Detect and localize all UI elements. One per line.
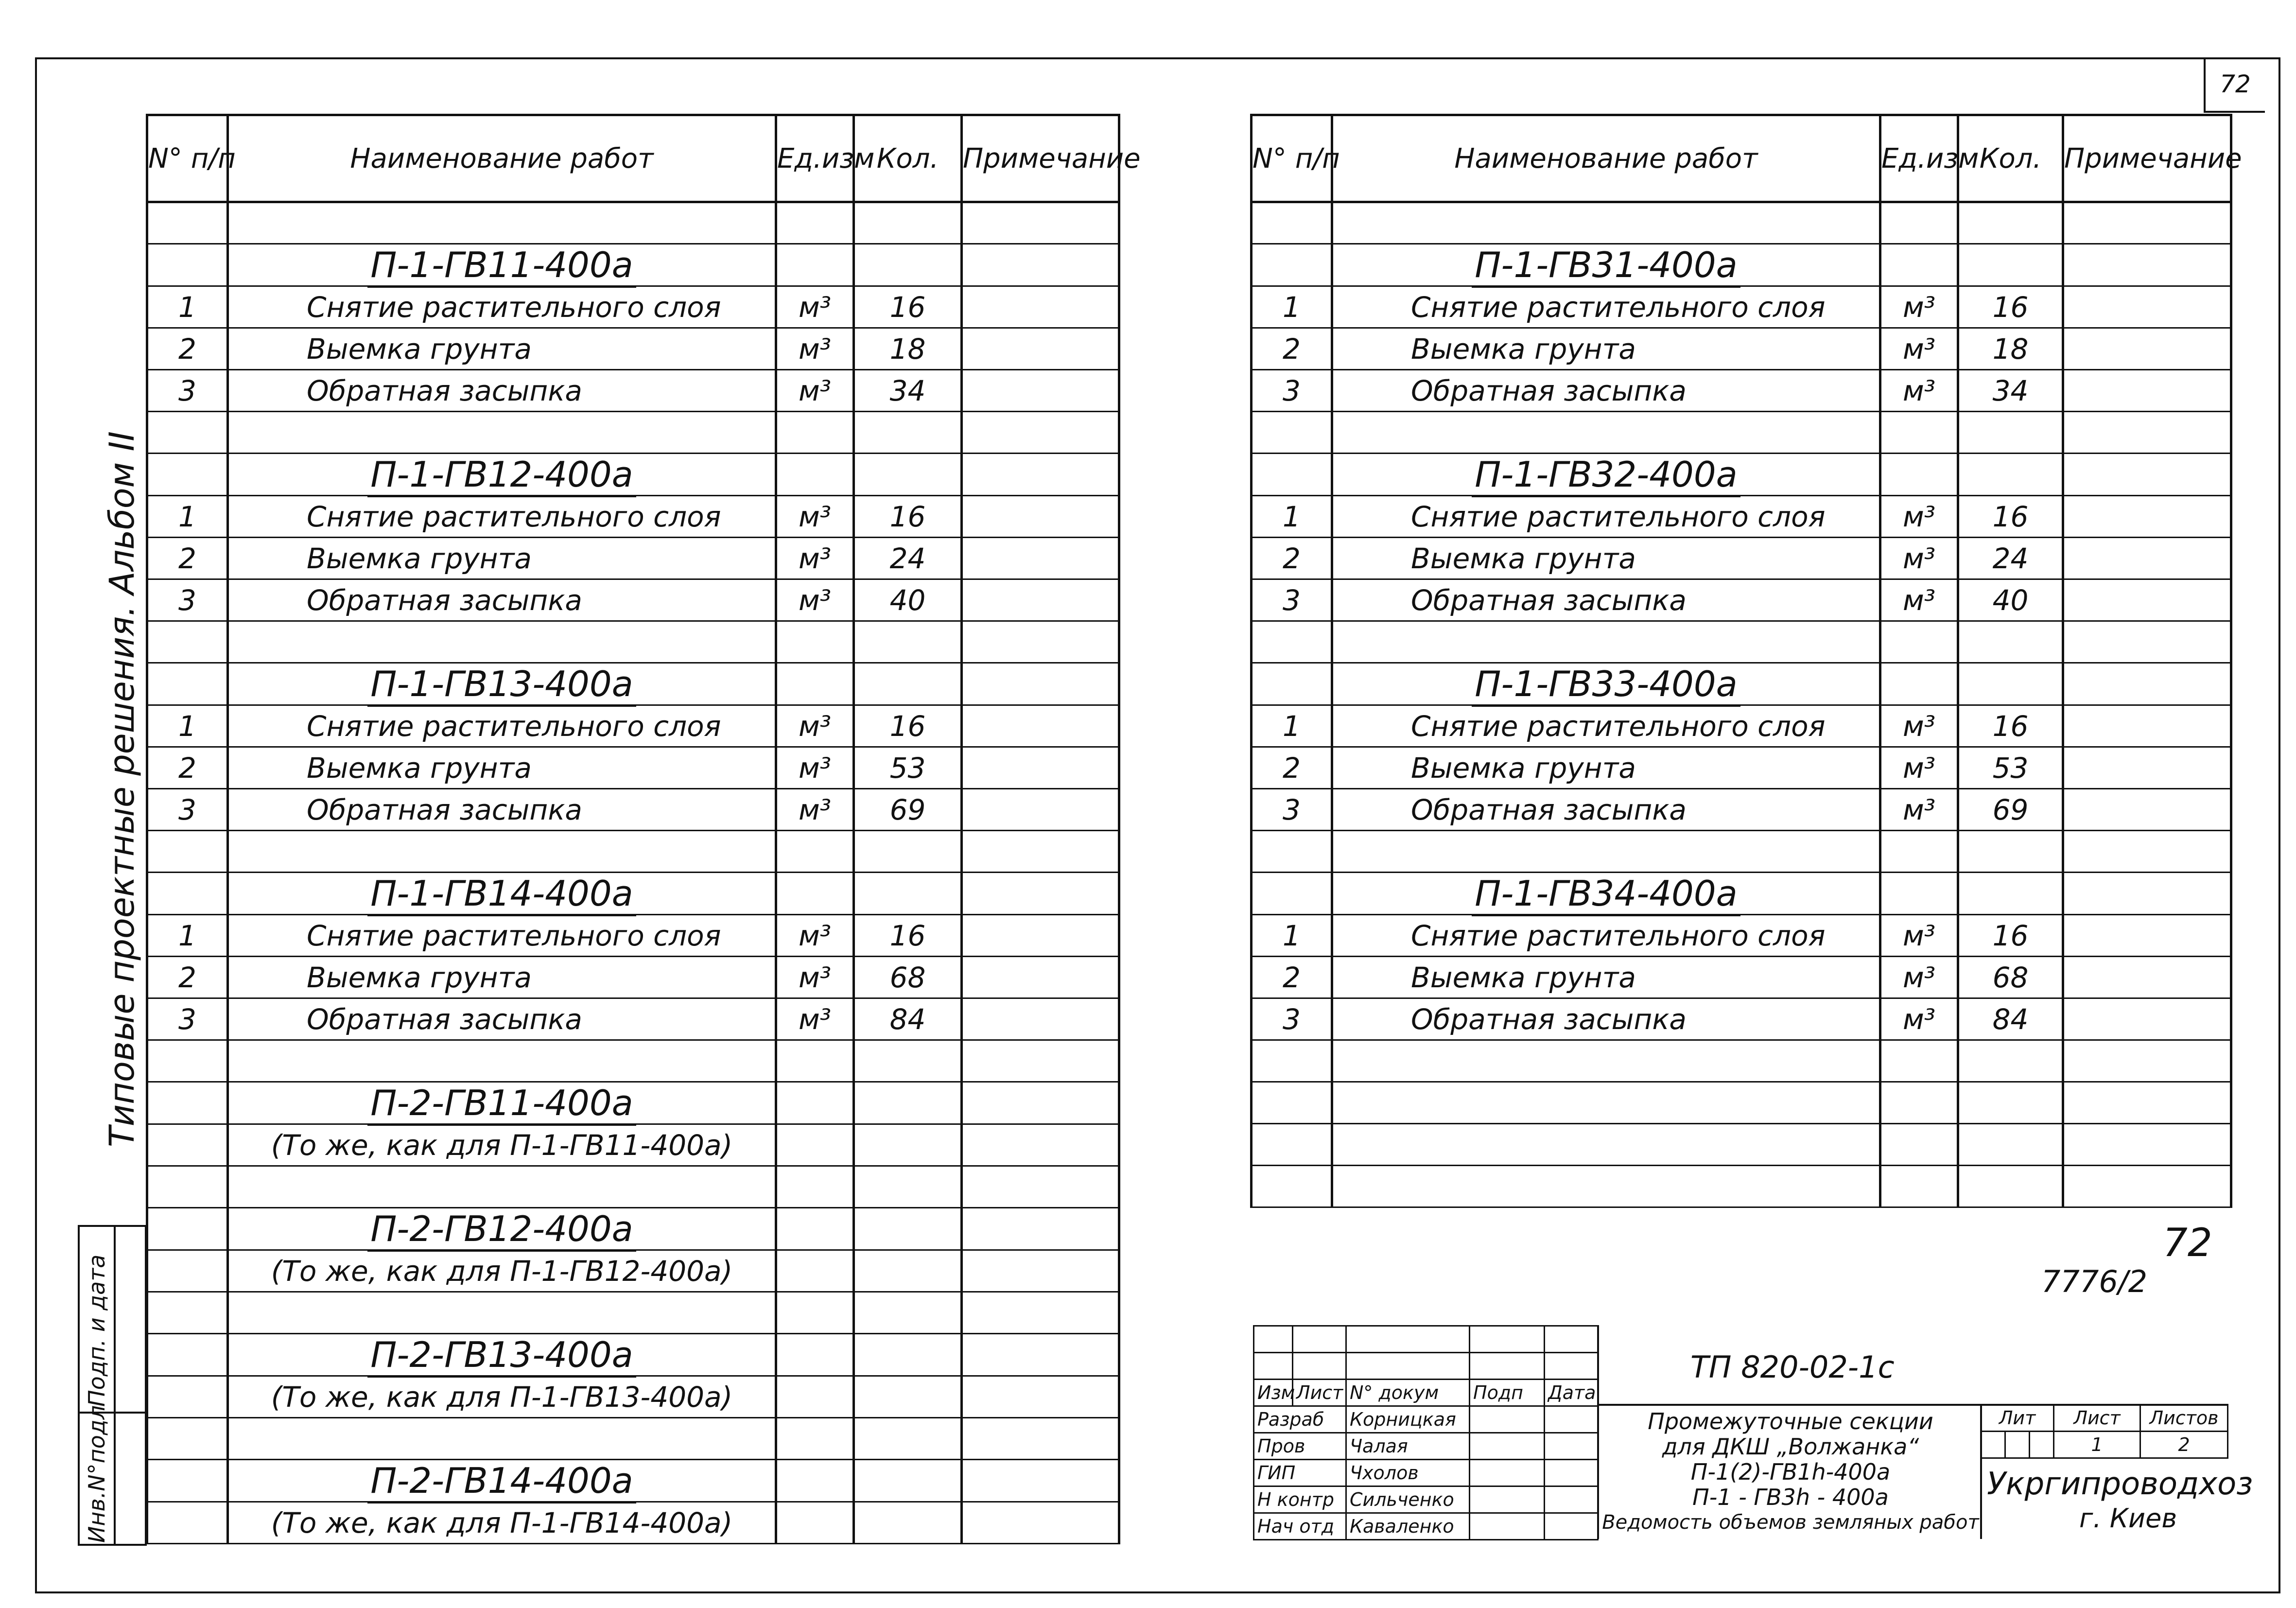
section-title-row (147, 1082, 1119, 1124)
signature (1470, 1406, 1545, 1433)
table-row (147, 998, 1119, 1040)
same-as-note: (То же, как для П-1-ГВ11-400а) (228, 1124, 776, 1166)
row-number: 3 (147, 998, 228, 1040)
table-row (1252, 789, 2231, 831)
signature (1470, 1486, 1545, 1513)
spacer-row (1252, 1040, 2231, 1082)
same-as-note: (То же, как для П-1-ГВ14-400а) (228, 1502, 776, 1544)
sheets-value: 2 (2140, 1432, 2228, 1458)
person-name: Каваленко (1346, 1513, 1470, 1540)
stamp-sign-date-label: Подп. и дата (84, 1254, 110, 1407)
work-name: Обратная засыпка (1332, 370, 1880, 412)
table-row (1252, 286, 2231, 328)
reference-note-row (147, 1376, 1119, 1418)
note (2063, 328, 2231, 370)
unit: м³ (776, 286, 854, 328)
quantity: 18 (854, 328, 962, 370)
reference-note-row (147, 1124, 1119, 1166)
unit: м³ (1880, 998, 1958, 1040)
stamp-inventory-label: Инв.N°подл (84, 1405, 110, 1543)
unit: м³ (1880, 747, 1958, 789)
table-header (147, 115, 1119, 202)
quantity: 16 (1958, 286, 2063, 328)
table-row (147, 286, 1119, 328)
row-number: 3 (1252, 789, 1332, 831)
unit: м³ (776, 747, 854, 789)
section-title: П-1-ГВ33-400а (1472, 664, 1740, 707)
section-title-row (147, 454, 1119, 496)
note (2063, 747, 2231, 789)
quantity: 16 (1958, 496, 2063, 538)
date (1545, 1486, 1598, 1513)
signature-row (1254, 1433, 1598, 1460)
table-row (147, 328, 1119, 370)
table-row (1252, 538, 2231, 579)
work-name: Обратная засыпка (228, 579, 776, 621)
row-number: 2 (1252, 538, 1332, 579)
section-title-row (147, 1334, 1119, 1376)
hdr-list: Лист (1293, 1380, 1346, 1406)
table-row (147, 496, 1119, 538)
signature-row (1254, 1513, 1598, 1540)
table-row (1252, 328, 2231, 370)
row-number: 2 (147, 538, 228, 579)
hdr-date: Дата (1545, 1380, 1598, 1406)
section-title: П-1-ГВ34-400а (1472, 873, 1740, 916)
row-number: 3 (147, 579, 228, 621)
unit: м³ (1880, 328, 1958, 370)
person-name: Чалая (1346, 1433, 1470, 1460)
row-number: 2 (1252, 747, 1332, 789)
table-row (147, 915, 1119, 957)
sheet-number: 72 (2220, 70, 2251, 98)
note (962, 705, 1119, 747)
table-row (1252, 705, 2231, 747)
same-as-note: (То же, как для П-1-ГВ13-400а) (228, 1376, 776, 1418)
col-qty-header: Кол. (1958, 115, 2063, 202)
col-num-header: N° п/п (1252, 115, 1332, 202)
note (962, 915, 1119, 957)
role: Разраб (1254, 1406, 1346, 1433)
unit: м³ (776, 328, 854, 370)
quantity: 40 (1958, 579, 2063, 621)
unit: м³ (1880, 286, 1958, 328)
sheet-info-table (1980, 1404, 2228, 1459)
album-side-text: Типовые проектные решения. Альбом II (102, 431, 142, 1147)
unit: м³ (776, 957, 854, 998)
note (2063, 496, 2231, 538)
quantity: 68 (854, 957, 962, 998)
quantity: 24 (854, 538, 962, 579)
quantity: 16 (854, 496, 962, 538)
section-title: П-1-ГВ12-400а (367, 454, 636, 497)
note (962, 538, 1119, 579)
spacer-row (1252, 1166, 2231, 1207)
work-name: Выемка грунта (228, 328, 776, 370)
table-row (1252, 747, 2231, 789)
stamp-column (78, 1225, 147, 1546)
person-name: Чхолов (1346, 1460, 1470, 1486)
description-line: П-1 - ГВ3h - 400а (1692, 1484, 1889, 1510)
spacer-row (1252, 412, 2231, 454)
work-name: Выемка грунта (1332, 957, 1880, 998)
handwritten-page-number: 72 (2163, 1220, 2212, 1265)
table-row (147, 579, 1119, 621)
quantity: 34 (1958, 370, 2063, 412)
section-title-row (1252, 244, 2231, 286)
note (962, 370, 1119, 412)
spacer-row (1252, 831, 2231, 873)
hdr-sign: Подп (1470, 1380, 1545, 1406)
work-name: Обратная засыпка (228, 998, 776, 1040)
signature-header-row (1254, 1380, 1598, 1406)
description-line: для ДКШ „Волжанка“ (1662, 1433, 1919, 1460)
role: Нач отд (1254, 1513, 1346, 1540)
quantity: 84 (854, 998, 962, 1040)
section-title: П-1-ГВ13-400а (367, 664, 636, 707)
row-number: 1 (1252, 915, 1332, 957)
note (2063, 286, 2231, 328)
date (1545, 1460, 1598, 1486)
signature (1470, 1460, 1545, 1486)
spacer-row (147, 1292, 1119, 1334)
row-number: 1 (147, 705, 228, 747)
note (962, 747, 1119, 789)
person-name: Сильченко (1346, 1486, 1470, 1513)
row-number: 3 (1252, 579, 1332, 621)
left-works-table (146, 114, 1141, 1544)
row-number: 3 (1252, 998, 1332, 1040)
date (1545, 1513, 1598, 1540)
row-number: 1 (1252, 496, 1332, 538)
organization-name: Укргипроводхоз (1987, 1466, 2253, 1502)
unit: м³ (776, 496, 854, 538)
note (2063, 538, 2231, 579)
table-row (147, 370, 1119, 412)
spacer-row (1252, 1124, 2231, 1166)
table-row (147, 957, 1119, 998)
col-unit-header: Ед.изм (776, 115, 854, 202)
spacer-row (1252, 621, 2231, 663)
section-title: П-1-ГВ31-400а (1472, 245, 1740, 288)
section-title-row (1252, 454, 2231, 496)
row-number: 3 (147, 789, 228, 831)
note (962, 328, 1119, 370)
inventory-mark: 7776/2 (2041, 1264, 2148, 1299)
unit: м³ (1880, 915, 1958, 957)
col-name-header: Наименование работ (1332, 115, 1880, 202)
unit: м³ (1880, 538, 1958, 579)
work-name: Обратная засыпка (228, 370, 776, 412)
quantity: 16 (854, 286, 962, 328)
signature-table (1253, 1325, 1599, 1540)
unit: м³ (776, 538, 854, 579)
col-num-header: N° п/п (147, 115, 228, 202)
work-name: Снятие растительного слоя (1332, 915, 1880, 957)
work-name: Снятие растительного слоя (1332, 286, 1880, 328)
row-number: 1 (147, 286, 228, 328)
section-title: П-1-ГВ32-400а (1472, 454, 1740, 497)
work-name: Выемка грунта (1332, 538, 1880, 579)
work-name: Снятие растительного слоя (1332, 496, 1880, 538)
doc-description (1601, 1409, 1980, 1535)
quantity: 69 (1958, 789, 2063, 831)
sheets-label: Листов (2140, 1405, 2228, 1432)
spacer-row (147, 202, 1119, 244)
unit: м³ (1880, 579, 1958, 621)
unit: м³ (776, 789, 854, 831)
table-row (1252, 370, 2231, 412)
work-name: Снятие растительного слоя (228, 705, 776, 747)
note (962, 957, 1119, 998)
quantity: 16 (1958, 915, 2063, 957)
spacer-row (147, 412, 1119, 454)
unit: м³ (1880, 496, 1958, 538)
section-title: П-2-ГВ11-400а (367, 1083, 636, 1126)
note (962, 579, 1119, 621)
spacer-row (147, 831, 1119, 873)
description-line: П-1(2)-ГВ1h-400а (1690, 1459, 1891, 1485)
unit: м³ (1880, 789, 1958, 831)
doc-code: ТП 820-02-1с (1690, 1349, 1895, 1385)
organization-city: г. Киев (2079, 1503, 2177, 1534)
note (962, 998, 1119, 1040)
row-number: 2 (147, 328, 228, 370)
spacer-row (147, 1418, 1119, 1460)
table-row (1252, 579, 2231, 621)
unit: м³ (776, 915, 854, 957)
sheet-number-box (2204, 57, 2265, 113)
quantity: 18 (1958, 328, 2063, 370)
unit: м³ (776, 998, 854, 1040)
work-name: Снятие растительного слоя (1332, 705, 1880, 747)
quantity: 40 (854, 579, 962, 621)
section-title-row (147, 663, 1119, 705)
quantity: 69 (854, 789, 962, 831)
work-name: Обратная засыпка (228, 789, 776, 831)
section-title: П-1-ГВ11-400а (367, 245, 636, 288)
note (2063, 998, 2231, 1040)
row-number: 3 (1252, 370, 1332, 412)
signature (1470, 1513, 1545, 1540)
table-row (147, 789, 1119, 831)
quantity: 16 (1958, 705, 2063, 747)
note (2063, 915, 2231, 957)
row-number: 2 (147, 957, 228, 998)
col-qty-header: Кол. (854, 115, 962, 202)
unit: м³ (1880, 370, 1958, 412)
quantity: 53 (854, 747, 962, 789)
spacer-row (1252, 1082, 2231, 1124)
signature-row (1254, 1406, 1598, 1433)
role: ГИП (1254, 1460, 1346, 1486)
work-name: Выемка грунта (228, 538, 776, 579)
work-name: Снятие растительного слоя (228, 915, 776, 957)
row-number: 1 (1252, 286, 1332, 328)
quantity: 24 (1958, 538, 2063, 579)
col-name-header: Наименование работ (228, 115, 776, 202)
quantity: 84 (1958, 998, 2063, 1040)
same-as-note: (То же, как для П-1-ГВ12-400а) (228, 1250, 776, 1292)
work-name: Выемка грунта (228, 747, 776, 789)
section-title-row (147, 244, 1119, 286)
spacer-row (147, 1040, 1119, 1082)
title-block (1253, 1325, 2253, 1539)
unit: м³ (776, 370, 854, 412)
note (962, 789, 1119, 831)
description-line: Ведомость объемов земляных работ (1602, 1511, 1979, 1534)
work-name: Выемка грунта (228, 957, 776, 998)
table-row (1252, 998, 2231, 1040)
work-name: Обратная засыпка (1332, 579, 1880, 621)
note (2063, 370, 2231, 412)
section-title-row (147, 1208, 1119, 1250)
section-title-row (1252, 873, 2231, 915)
section-title-row (147, 873, 1119, 915)
quantity: 68 (1958, 957, 2063, 998)
work-name: Выемка грунта (1332, 747, 1880, 789)
row-number: 2 (1252, 328, 1332, 370)
hdr-doc: N° докум (1346, 1380, 1470, 1406)
unit: м³ (776, 705, 854, 747)
work-name: Выемка грунта (1332, 328, 1880, 370)
table-row (147, 747, 1119, 789)
note (2063, 705, 2231, 747)
hdr-izm: Изм (1254, 1380, 1293, 1406)
row-number: 1 (147, 915, 228, 957)
person-name: Корницкая (1346, 1406, 1470, 1433)
lit-label: Лит (1981, 1405, 2054, 1432)
note (962, 286, 1119, 328)
date (1545, 1406, 1598, 1433)
table-row (1252, 957, 2231, 998)
table-row (147, 538, 1119, 579)
row-number: 2 (147, 747, 228, 789)
row-number: 2 (1252, 957, 1332, 998)
section-title: П-2-ГВ13-400а (367, 1334, 636, 1378)
row-number: 3 (147, 370, 228, 412)
signature-row (1254, 1486, 1598, 1513)
section-title: П-1-ГВ14-400а (367, 873, 636, 916)
work-name: Снятие растительного слоя (228, 286, 776, 328)
date (1545, 1433, 1598, 1460)
quantity: 16 (854, 705, 962, 747)
note (2063, 957, 2231, 998)
table-row (147, 705, 1119, 747)
section-title: П-2-ГВ12-400а (367, 1208, 636, 1252)
col-note-header: Примечание (2063, 115, 2231, 202)
col-note-header: Примечание (962, 115, 1119, 202)
spacer-row (1252, 202, 2231, 244)
reference-note-row (147, 1502, 1119, 1544)
quantity: 34 (854, 370, 962, 412)
reference-note-row (147, 1250, 1119, 1292)
spacer-row (147, 1166, 1119, 1208)
right-works-table (1250, 114, 2242, 1208)
unit: м³ (1880, 957, 1958, 998)
note (962, 496, 1119, 538)
row-number: 1 (147, 496, 228, 538)
role: Пров (1254, 1433, 1346, 1460)
sheet-value: 1 (2054, 1432, 2140, 1458)
signature (1470, 1433, 1545, 1460)
quantity: 53 (1958, 747, 2063, 789)
row-number: 1 (1252, 705, 1332, 747)
signature-row (1254, 1460, 1598, 1486)
section-title-row (1252, 663, 2231, 705)
note (2063, 579, 2231, 621)
sheet-label: Лист (2054, 1405, 2140, 1432)
unit: м³ (1880, 705, 1958, 747)
note (2063, 789, 2231, 831)
description-line: Промежуточные секции (1648, 1408, 1933, 1434)
section-title-row (147, 1460, 1119, 1502)
spacer-row (147, 621, 1119, 663)
unit: м³ (776, 579, 854, 621)
work-name: Обратная засыпка (1332, 789, 1880, 831)
role: Н контр (1254, 1486, 1346, 1513)
table-row (1252, 496, 2231, 538)
quantity: 16 (854, 915, 962, 957)
col-unit-header: Ед.изм (1880, 115, 1958, 202)
table-header (1252, 115, 2231, 202)
work-name: Обратная засыпка (1332, 998, 1880, 1040)
table-row (1252, 915, 2231, 957)
section-title: П-2-ГВ14-400а (367, 1460, 636, 1503)
work-name: Снятие растительного слоя (228, 496, 776, 538)
